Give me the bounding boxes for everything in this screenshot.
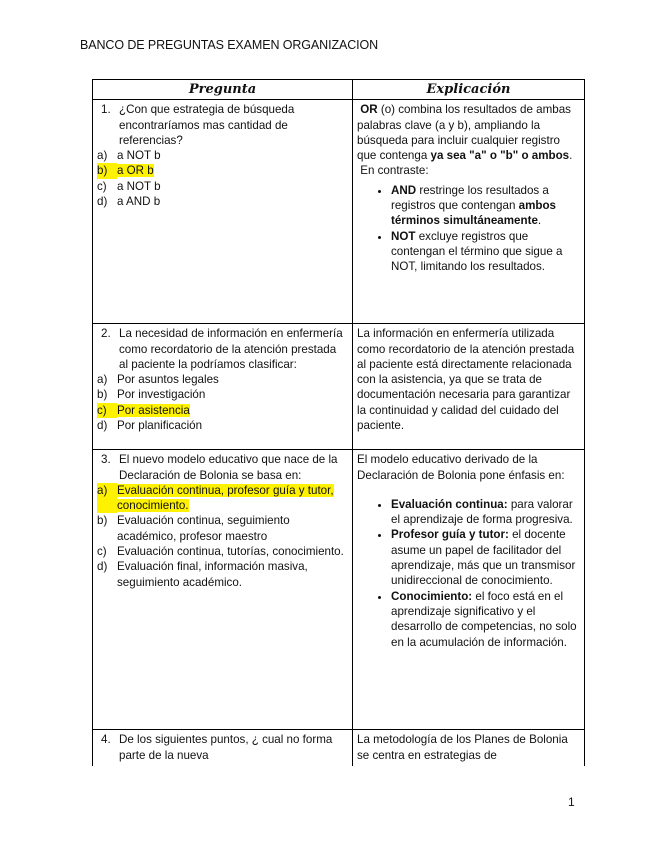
option-d: d) Evaluación final, información masiva, seguimiento académico. bbox=[97, 560, 308, 589]
header-explanation: Explicación bbox=[353, 80, 585, 100]
document-title: BANCO DE PREGUNTAS EXAMEN ORGANIZACION bbox=[80, 38, 379, 52]
list-item: • AND restringe los resultados a registros que contengan ambos términos simultáneamente. bbox=[391, 183, 580, 229]
question-text: El nuevo modelo educativo que nace de la Declaración de Bolonia se basa en: bbox=[119, 453, 338, 482]
explanation-cell bbox=[353, 450, 585, 730]
contrast-label: En contraste: bbox=[360, 164, 429, 178]
question-text: La necesidad de información en enfermería como recordatorio de la atención prestada al paciente la podríamos clasificar: bbox=[119, 327, 343, 371]
explanation-cell bbox=[353, 100, 585, 324]
table-header-row bbox=[93, 80, 585, 100]
question-text: ¿Con que estrategia de búsqueda encontraríamos mas cantidad de referencias? bbox=[119, 103, 295, 147]
question-cell bbox=[93, 450, 353, 730]
question-number: 4. bbox=[101, 733, 111, 747]
list-item: • Profesor guía y tutor: el docente asume un papel de facilitador del aprendizaje, más que un transmisor unidireccional de conocimiento. bbox=[391, 527, 580, 588]
question-text: De los siguientes puntos, ¿ cual no forma parte de la nueva bbox=[119, 733, 333, 762]
option-b-correct: b) a OR b bbox=[97, 164, 154, 178]
question-line bbox=[97, 326, 348, 372]
option-c-correct: c) Por asistencia bbox=[97, 403, 190, 417]
header-question: Pregunta bbox=[93, 80, 353, 100]
table-row bbox=[93, 324, 585, 450]
page-number: 1 bbox=[568, 795, 575, 809]
explanation-intro: El modelo educativo derivado de la Declaración de Bolonia pone énfasis en: bbox=[357, 453, 565, 482]
explanation-bullets bbox=[357, 497, 580, 650]
option-d: d) a AND b bbox=[97, 195, 161, 209]
option-d: d) Por planificación bbox=[97, 419, 203, 433]
explanation-bullets bbox=[357, 183, 580, 275]
question-line bbox=[97, 102, 348, 148]
option-c: c) a NOT b bbox=[97, 179, 161, 193]
table-row bbox=[93, 450, 585, 730]
question-cell bbox=[93, 324, 353, 450]
list-item: • Conocimiento: el foco está en el aprendizaje significativo y el desarrollo de competencias, no solo en la acumulación de información. bbox=[391, 589, 580, 650]
option-a-correct: a) Evaluación continua, profesor guía y tutor, conocimiento. bbox=[97, 483, 334, 513]
list-item: • NOT excluye registros que contengan el término que sigue a NOT, limitando los resultados. bbox=[391, 229, 580, 275]
list-item: • Evaluación continua: para valorar el aprendizaje de forma progresiva. bbox=[391, 497, 580, 528]
question-line bbox=[97, 452, 348, 483]
option-a: a) Por asuntos legales bbox=[97, 373, 219, 387]
question-cell bbox=[93, 730, 353, 766]
option-a: a) a NOT b bbox=[97, 149, 161, 163]
option-c: c) Evaluación continua, tutorías, conocimiento. bbox=[97, 545, 344, 559]
explanation-cell: La información en enfermería utilizada como recordatorio de la atención prestada al paciente está directamente relacionada con la asistencia, ya que se trata de documentación necesaria para garantizar la continuidad y calidad del cuidado del paciente. bbox=[353, 324, 585, 450]
question-number: 3. bbox=[101, 453, 111, 467]
explanation-paragraph: OR (o) combina los resultados de ambas palabras clave (a y b), ampliando la búsqueda para incluir cualquier registro que contenga ya sea "a" o "b" o ambos. bbox=[357, 103, 573, 163]
question-table bbox=[92, 79, 585, 766]
option-b: b) Por investigación bbox=[97, 388, 206, 402]
table-row bbox=[93, 730, 585, 766]
question-cell bbox=[93, 100, 353, 324]
explanation-cell: La metodología de los Planes de Bolonia se centra en estrategias de bbox=[353, 730, 585, 766]
question-number: 1. bbox=[101, 103, 111, 117]
question-number: 2. bbox=[101, 327, 111, 341]
option-b: b) Evaluación continua, seguimiento académico, profesor maestro bbox=[97, 514, 290, 543]
question-line bbox=[97, 732, 348, 763]
table-row bbox=[93, 100, 585, 324]
